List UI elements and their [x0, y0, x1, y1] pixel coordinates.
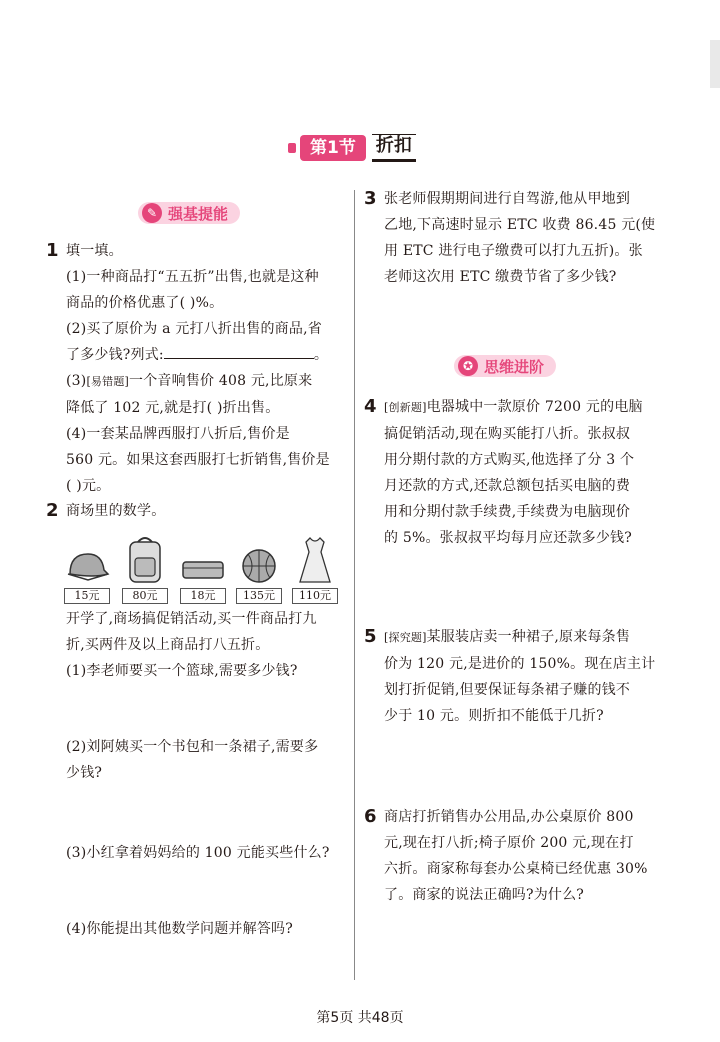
question-1: [66, 238, 330, 499]
price-label: 80元: [122, 588, 168, 604]
q1-line4-end: 。: [313, 347, 329, 363]
product-pencil-case: [180, 554, 226, 604]
q2-sub2: [66, 734, 318, 786]
q5-tag: [探究题]: [384, 631, 427, 644]
q2-title: 商场里的数学。: [66, 503, 166, 519]
q1-line7: (4)一套某品牌西服打八折后,售价是: [66, 426, 290, 442]
product-row: [64, 532, 344, 604]
q4-line2: 搞促销活动,现在购买能打八折。张叔叔: [384, 426, 631, 442]
price-label: 110元: [292, 588, 338, 604]
section-badge: 第1节: [300, 135, 366, 161]
section-header: [288, 134, 416, 162]
q5-line2: 价为 120 元,是进价的 150%。现在店主计: [384, 656, 656, 672]
medal-icon: ✪: [458, 356, 478, 376]
q2-sub2-line1: (2)刘阿姨买一个书包和一条裙子,需要多: [66, 739, 319, 755]
question-4: [384, 394, 643, 551]
question-5: [384, 624, 655, 729]
q5-line1: [384, 624, 655, 651]
pill-think: [454, 355, 556, 377]
q3-line4: 老师这次用 ETC 缴费节省了多少钱?: [384, 269, 617, 285]
product-backpack: [122, 534, 168, 604]
column-divider: [354, 190, 355, 980]
q3-line2: 乙地,下高速时显示 ETC 收费 86.45 元(使: [384, 217, 656, 233]
q1-tag: [易错题]: [86, 375, 130, 388]
q2-sub3: (3)小红拿着妈妈给的 100 元能买些什么?: [66, 845, 330, 861]
q1-line4-text: 了多少钱?列式:: [66, 347, 164, 363]
question-number-4: 4: [364, 396, 377, 417]
question-3: [384, 186, 655, 290]
q5-line4: 少于 10 元。则折扣不能低于几折?: [384, 708, 604, 724]
q2-line1: 开学了,商场搞促销活动,买一件商品打九: [66, 611, 317, 627]
q2-intro: [66, 606, 317, 684]
q4-line1: [384, 394, 643, 421]
q4-line5: 用和分期付款手续费,手续费为电脑现价: [384, 504, 631, 520]
q4-line6: 的 5%。张叔叔平均每月应还款多少钱?: [384, 530, 632, 546]
q1-line4: [66, 342, 330, 368]
q1-title: 填一填。: [66, 243, 123, 259]
q2-sub2-line2: 少钱?: [66, 765, 103, 781]
price-label: 18元: [180, 588, 226, 604]
answer-blank[interactable]: [164, 344, 314, 359]
q4-line1-text: 电器城中一款原价 7200 元的电脑: [426, 399, 643, 415]
q1-line6: 降低了 102 元,就是打( )折出售。: [66, 400, 280, 416]
pencil-icon: ✎: [142, 203, 162, 223]
q3-line1: 张老师假期期间进行自驾游,他从甲地到: [384, 191, 631, 207]
q2-sub1: (1)李老师要买一个篮球,需要多少钱?: [66, 663, 298, 679]
q1-line5: [66, 368, 330, 395]
question-number-6: 6: [364, 806, 377, 827]
q4-line4: 月还款的方式,还款总额包括买电脑的费: [384, 478, 631, 494]
cap-icon: [64, 544, 110, 584]
q1-line3: (2)买了原价为 a 元打八折出售的商品,省: [66, 321, 322, 337]
q6-line3: 六折。商家称每套办公桌椅已经优惠 30%: [384, 861, 648, 877]
dress-icon: [292, 534, 338, 584]
q1-line5-pre: (3): [66, 373, 87, 389]
product-dress: [292, 534, 338, 604]
basketball-icon: [236, 544, 282, 584]
price-label: 15元: [64, 588, 110, 604]
q1-line2: 商品的价格优惠了( )%。: [66, 295, 224, 311]
q5-line1-text: 某服装店卖一种裙子,原来每条售: [426, 629, 631, 645]
q6-line1: 商店打折销售办公用品,办公桌原价 800: [384, 809, 634, 825]
pill-basic: [138, 202, 240, 224]
q3-line3: 用 ETC 进行电子缴费可以打九五折)。张: [384, 243, 643, 259]
question-number-3: 3: [364, 188, 377, 209]
question-6: [384, 804, 648, 908]
product-basketball: [236, 544, 282, 604]
pill-basic-label: 强基提能: [168, 204, 229, 223]
q6-line2: 元,现在打八折;椅子原价 200 元,现在打: [384, 835, 634, 851]
question-number-5: 5: [364, 626, 377, 647]
section-dash: [288, 143, 296, 153]
q1-line1: (1)一种商品打“五五折”出售,也就是这种: [66, 269, 319, 285]
backpack-icon: [122, 534, 168, 584]
q1-line5-text: 一个音响售价 408 元,比原来: [129, 373, 313, 389]
pill-think-label: 思维进阶: [484, 357, 545, 376]
page-footer: 第5页 共48页: [316, 1010, 404, 1026]
page-edge: [710, 40, 720, 88]
q6-line4: 了。商家的说法正确吗?为什么?: [384, 887, 585, 903]
q1-line9: ( )元。: [66, 478, 111, 494]
section-title: 折扣: [372, 134, 416, 162]
q5-line3: 划打折促销,但要保证每条裙子赚的钱不: [384, 682, 631, 698]
q2-line2: 折,买两件及以上商品打八五折。: [66, 637, 270, 653]
q4-line3: 用分期付款的方式购买,他选择了分 3 个: [384, 452, 635, 468]
pencil-case-icon: [180, 554, 226, 584]
q1-line8: 560 元。如果这套西服打七折销售,售价是: [66, 452, 330, 468]
question-number-1: 1: [46, 240, 59, 261]
question-number-2: 2: [46, 500, 59, 521]
product-cap: [64, 544, 110, 604]
q2-sub4: (4)你能提出其他数学问题并解答吗?: [66, 921, 293, 937]
price-label: 135元: [236, 588, 282, 604]
q4-tag: [创新题]: [384, 401, 427, 414]
